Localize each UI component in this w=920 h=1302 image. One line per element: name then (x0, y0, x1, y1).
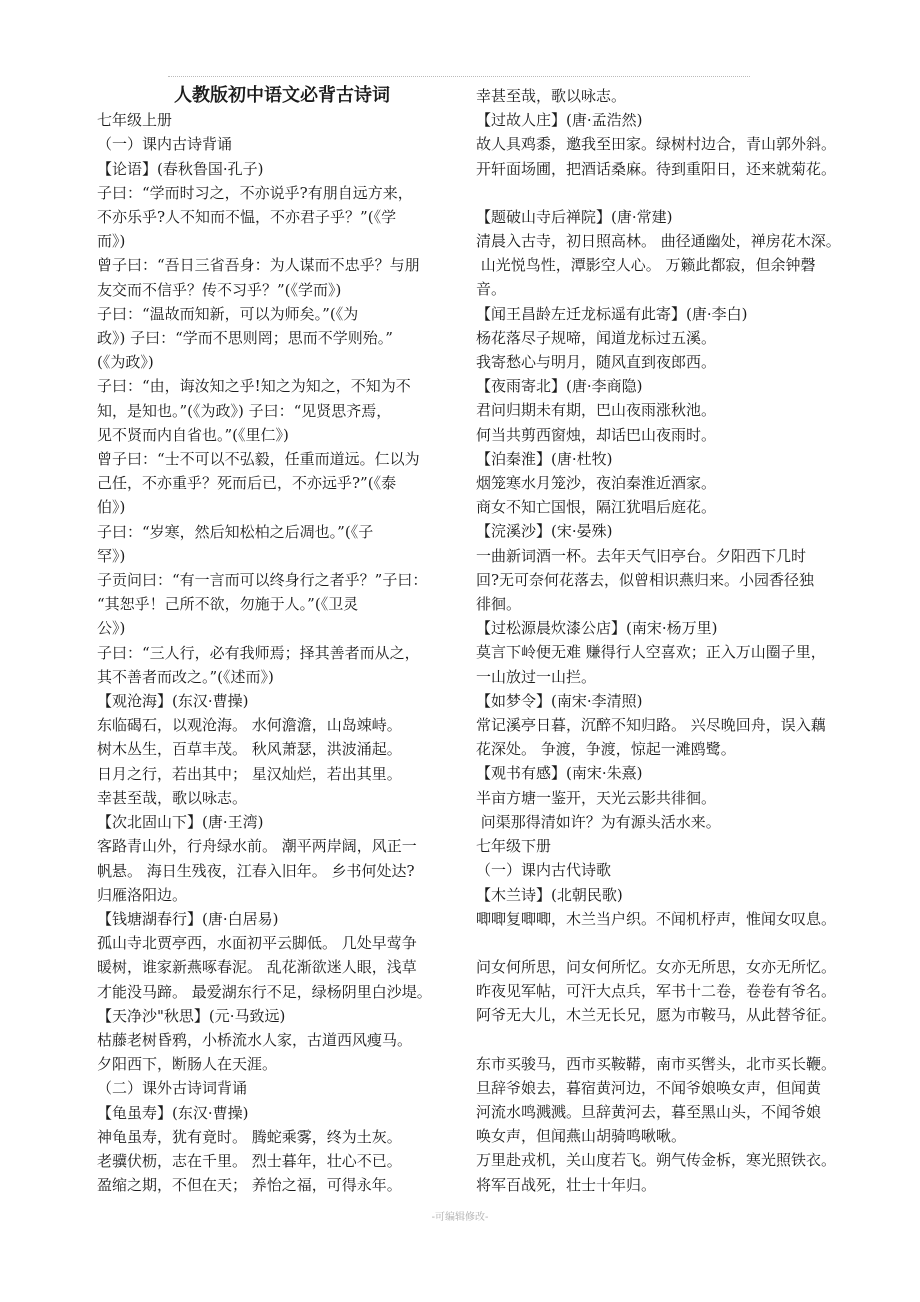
text-line: 一山放过一山拦。 (476, 667, 597, 686)
text-line: 我寄愁心与明月，随风直到夜郎西。 (476, 353, 717, 372)
text-line: 子曰：“岁寒，然后知松柏之后凋也。”(《子 (97, 522, 374, 541)
page-title: 人教版初中语文必背古诗词 (174, 85, 390, 106)
text-line: 商女不知亡国恨，隔江犹唱后庭花。 (476, 498, 717, 517)
text-line: 夕阳西下，断肠人在天涯。 (97, 1055, 278, 1074)
poem-heading: 【如梦令】(南宋·李清照) (476, 691, 643, 710)
text-line: 幸甚至哉，歌以咏志。 (476, 87, 627, 105)
text-line: 幸甚至哉，歌以咏志。 (97, 788, 248, 807)
text-line: 子曰：“学而时习之，不亦说乎?有朋自远方来， (97, 183, 413, 202)
poem-heading: 【论语】(春秋鲁国·孔子) (97, 159, 264, 178)
text-line: 客路青山外，行舟绿水前。 潮平两岸阔，风正一 (97, 837, 417, 856)
text-line: 子曰：“温故而知新，可以为师矣。”(《为 (97, 304, 359, 323)
text-line: 子曰：“三人行，必有我师焉；择其善者而从之， (97, 643, 420, 662)
text-line: 河流水鸣溅溅。旦辞黄河去，暮至黑山头，不闻爷娘 (476, 1102, 822, 1121)
text-line: （二）课外古诗词背诵 (97, 1079, 248, 1098)
text-line: 山光悦鸟性，潭影空人心。 万籁此都寂，但余钟磬 (476, 256, 816, 275)
left-column (97, 84, 459, 1197)
text-line: 常记溪亭日暮，沉醉不知归路。 兴尽晚回舟，误入藕 (476, 716, 826, 735)
poem-heading: 【泊秦淮】(唐·杜牧) (476, 449, 613, 468)
text-line: 日月之行，若出其中； 星汉灿烂，若出其里。 (97, 764, 402, 783)
poem-heading: 【过松源晨炊漆公店】(南宋·杨万里) (476, 619, 718, 638)
text-line: 清晨入古寺，初日照高林。 曲径通幽处，禅房花木深。 (476, 232, 841, 251)
text-line: 旦辞爷娘去，暮宿黄河边，不闻爷娘唤女声，但闻黄 (476, 1078, 822, 1097)
text-line: 帆悬。 海日生残夜，江春入旧年。 乡书何处达? (97, 861, 415, 880)
poem-heading: 【钱塘湖春行】(唐·白居易) (97, 909, 279, 928)
text-line: 唤女声，但闻燕山胡骑鸣啾啾。 (476, 1127, 687, 1146)
text-line: 曾子曰：“吾日三省吾身：为人谋而不忠乎？与朋 (97, 256, 420, 275)
blank-line (476, 931, 868, 955)
text-line: 七年级下册 (476, 837, 552, 856)
text-line: （一）课内古诗背诵 (97, 135, 233, 154)
text-line: 知，是知也。”(《为政》) 子曰：“见贤思齐焉， (97, 401, 392, 420)
poem-heading: 【浣溪沙】(宋·晏殊) (476, 522, 613, 541)
text-line: （一）课内古代诗歌 (476, 861, 612, 880)
text-line: 问渠那得清如许？为有源头活水来。 (476, 812, 721, 831)
text-line: 万里赴戎机，关山度若飞。朔气传金柝，寒光照铁衣。 (476, 1151, 837, 1170)
text-line: (《为政》) (97, 353, 154, 372)
blank-line (476, 1028, 868, 1052)
text-line: 孤山寺北贾亭西，水面初平云脚低。 几处早莺争 (97, 934, 417, 953)
text-line: 徘徊。 (476, 595, 522, 614)
text-line: 一曲新词酒一杯。去年天气旧亭台。夕阳西下几时 (476, 546, 807, 565)
top-divider (168, 76, 750, 77)
page-footer: -可编辑修改- (431, 1212, 489, 1223)
text-line: 半亩方塘一鉴开，天光云影共徘徊。 (476, 788, 717, 807)
poem-heading: 【龟虽寿】(东汉·曹操) (97, 1103, 249, 1122)
poem-heading: 【夜雨寄北】(唐·李商隐) (476, 377, 643, 396)
poem-heading: 【观书有感】(南宋·朱熹) (476, 764, 643, 783)
text-line: 其不善者而改之。”(《述而》) (97, 667, 274, 686)
poem-heading: 【闻王昌龄左迁龙标遥有此寄】(唐·李白) (476, 304, 748, 323)
poem-heading: 【观沧海】(东汉·曹操) (97, 692, 249, 711)
blank-line (476, 181, 868, 205)
text-line: 归雁洛阳边。 (97, 885, 188, 904)
text-line: 开轩面场圃，把酒话桑麻。待到重阳日，还来就菊花。 (476, 159, 837, 178)
text-line: 子贡问曰：“有一言而可以终身行之者乎？”子曰： (97, 571, 428, 590)
text-line: 盈缩之期，不但在天； 养怡之福，可得永年。 (97, 1176, 402, 1195)
text-line: 东市买骏马，西市买鞍鞯，南市买辔头，北市买长鞭。 (476, 1054, 837, 1073)
text-line: 友交而不信乎？传不习乎？”(《学而》) (97, 280, 342, 299)
text-line: 故人具鸡黍，邀我至田家。绿树村边合，青山郭外斜。 (476, 135, 837, 154)
text-line: 莫言下岭便无难 赚得行人空喜欢；正入万山圈子里， (476, 643, 826, 662)
text-line: 才能没马蹄。 最爱湖东行不足，绿杨阴里白沙堤。 (97, 982, 432, 1001)
text-line: 不亦乐乎?人不知而不愠，不亦君子乎？”(《学 (97, 208, 397, 227)
text-line: 伯》) (97, 498, 126, 517)
text-line: 问女何所思，问女何所忆。女亦无所思，女亦无所忆。 (476, 957, 837, 976)
poem-heading: 【题破山寺后禅院】(唐·常建) (476, 207, 673, 226)
text-line: 罕》) (97, 546, 126, 565)
text-line: 音。 (476, 280, 507, 299)
text-line: 七年级上册 (97, 111, 173, 130)
poem-heading: 【木兰诗】(北朝民歌) (476, 885, 623, 904)
text-line: 神龟虽寿，犹有竟时。 腾蛇乘雾，终为土灰。 (97, 1127, 402, 1146)
text-line: 枯藤老树昏鸦，小桥流水人家，古道西风瘦马。 (97, 1030, 413, 1049)
text-line: 何当共剪西窗烛，却话巴山夜雨时。 (476, 425, 717, 444)
text-line: 花深处。 争渡，争渡，惊起一滩鸥鹭。 (476, 740, 736, 759)
poem-heading: 【次北固山下】(唐·王湾) (97, 813, 264, 832)
text-line: 老骥伏枥，志在千里。 烈士暮年，壮心不已。 (97, 1151, 402, 1170)
text-line: 昨夜见军帖，可汗大点兵，军书十二卷，卷卷有爷名。 (476, 982, 837, 1001)
text-line: 杨花落尽子规啼，闻道龙标过五溪。 (476, 328, 717, 347)
text-line: 曾子曰：“士不可以不弘毅，任重而道远。仁以为 (97, 450, 420, 469)
text-line: 将军百战死，壮士十年归。 (476, 1175, 657, 1194)
text-line: 东临碣石，以观沧海。 水何澹澹，山岛竦峙。 (97, 716, 402, 735)
text-line: 己任，不亦重乎？死而后已，不亦远乎?”(《泰 (97, 474, 397, 493)
text-line: 而》) (97, 232, 126, 251)
right-column (476, 84, 868, 1197)
text-line: “其恕乎！己所不欲，勿施于人。”(《卫灵 (97, 595, 359, 614)
text-line: 暖树，谁家新燕啄春泥。 乱花渐欲迷人眼，浅草 (97, 958, 417, 977)
text-line: 烟笼寒水月笼沙，夜泊秦淮近酒家。 (476, 474, 717, 493)
text-line: 回?无可奈何花落去，似曾相识燕归来。小园香径独 (476, 570, 815, 589)
text-line: 见不贤而内自省也。”(《里仁》) (97, 425, 289, 444)
text-line: 君问归期未有期，巴山夜雨涨秋池。 (476, 401, 717, 420)
text-line: 公》) (97, 619, 126, 638)
text-line: 政》) 子曰：“学而不思则罔；思而不学则殆。” (97, 329, 393, 348)
text-line: 阿爷无大儿，木兰无长兄，愿为市鞍马，从此替爷征。 (476, 1006, 837, 1025)
poem-heading: 【过故人庄】(唐·孟浩然) (476, 111, 643, 130)
text-line: 树木丛生，百草丰茂。 秋风萧瑟，洪波涌起。 (97, 740, 402, 759)
text-line: 子曰：“由，诲汝知之乎!知之为知之，不知为不 (97, 377, 411, 396)
poem-heading: 【天净沙"秋思】(元·马致远) (97, 1006, 286, 1025)
text-line: 唧唧复唧唧，木兰当户织。不闻机杼声，惟闻女叹息。 (476, 909, 837, 928)
